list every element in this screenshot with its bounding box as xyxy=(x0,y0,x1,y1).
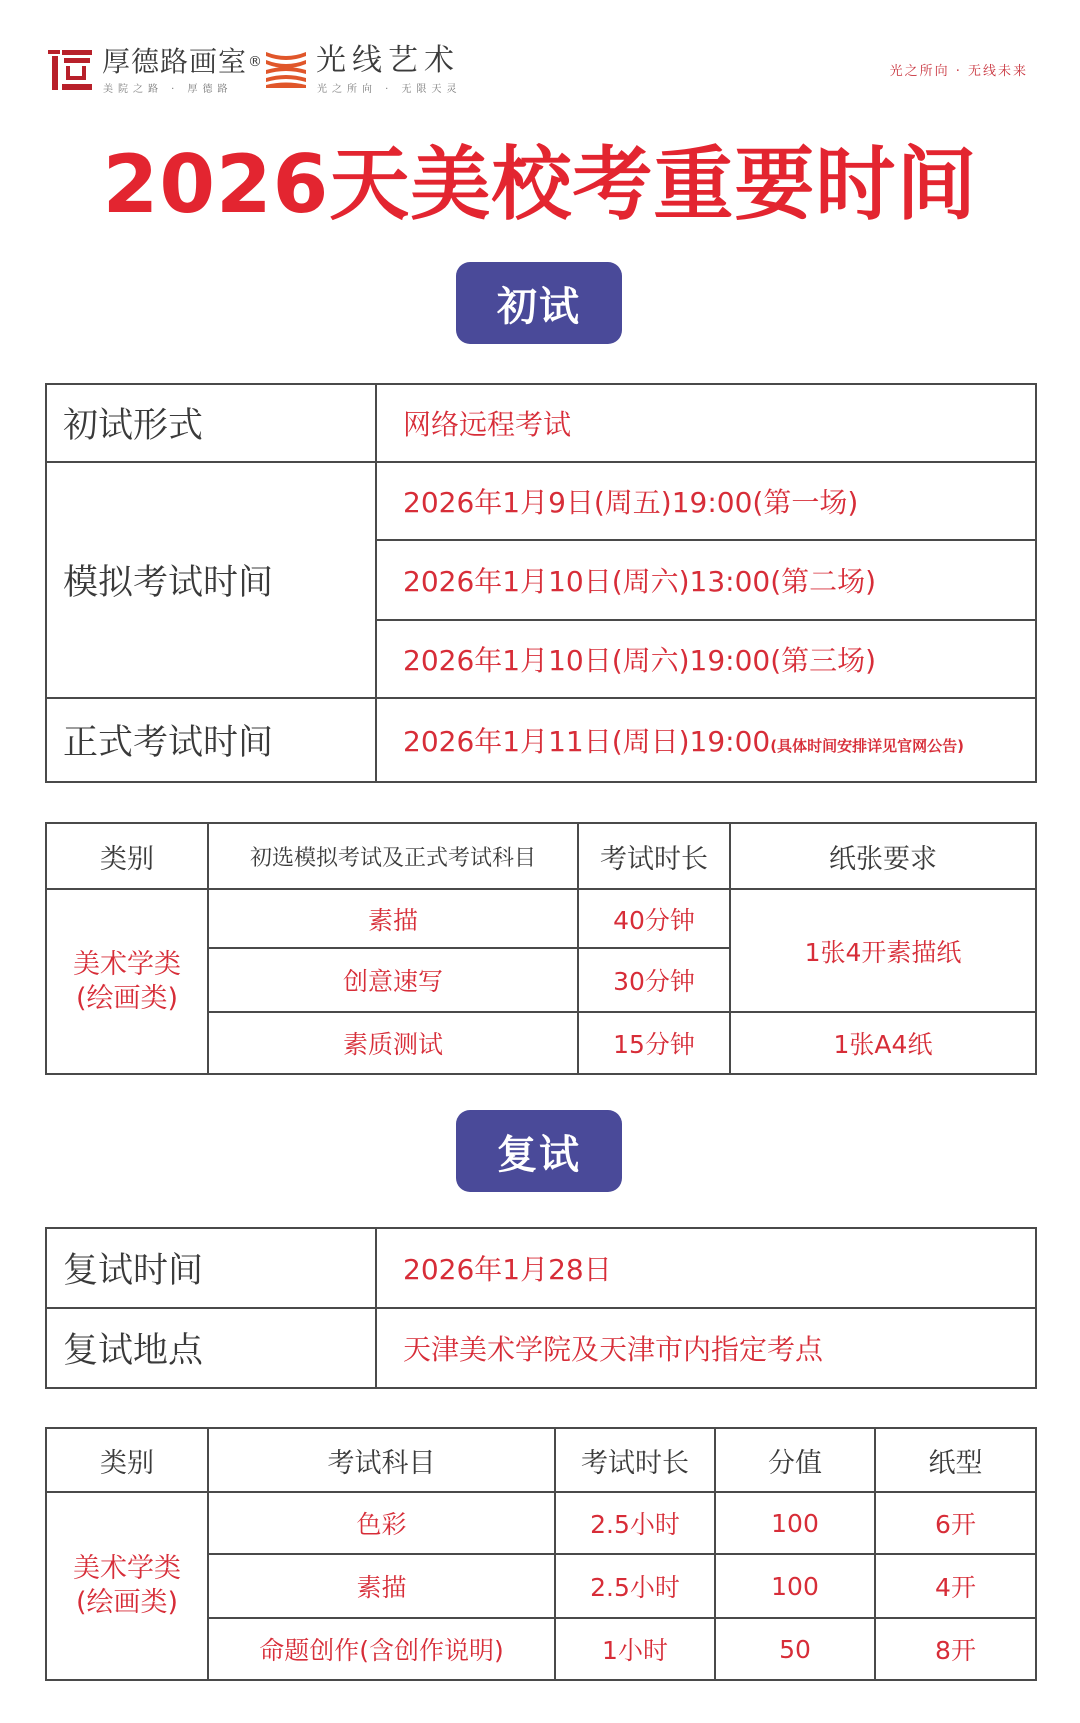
retest-info-table xyxy=(45,1227,1037,1389)
column-header: 纸张要求 xyxy=(730,823,1036,889)
paper-cell: 1张A4纸 xyxy=(730,1012,1036,1074)
score-cell: 100 xyxy=(715,1554,875,1618)
row-value xyxy=(376,698,1036,782)
subject-cell: 素描 xyxy=(208,889,578,948)
column-header: 考试时长 xyxy=(578,823,730,889)
column-header: 考试时长 xyxy=(555,1428,715,1492)
row-label: 复试地点 xyxy=(46,1308,376,1388)
duration-cell: 40分钟 xyxy=(578,889,730,948)
category-line: (绘画类) xyxy=(75,982,179,1014)
guangxian-logo-tagline: 光之所向 · 无限天灵 xyxy=(317,84,462,95)
table-header-row xyxy=(46,823,1036,889)
category-line: 美术学类 xyxy=(73,1553,181,1584)
table-row xyxy=(46,384,1036,462)
subject-cell: 素描 xyxy=(208,1554,555,1618)
houdelu-logo-name: 厚德路画室® xyxy=(102,45,264,78)
row-value: 天津美术学院及天津市内指定考点 xyxy=(376,1308,1036,1388)
houdelu-logo-tagline: 美院之路 · 厚德路 xyxy=(103,84,233,95)
row-label: 模拟考试时间 xyxy=(46,462,376,698)
row-value: 网络远程考试 xyxy=(376,384,1036,462)
table-row xyxy=(46,462,1036,540)
guangxian-logo-icon xyxy=(266,50,306,88)
row-label: 正式考试时间 xyxy=(46,698,376,782)
houdelu-logo-icon xyxy=(48,48,92,92)
category-cell xyxy=(46,889,208,1074)
duration-cell: 30分钟 xyxy=(578,948,730,1012)
paper-cell: 1张4开素描纸 xyxy=(730,889,1036,1012)
table-header-row xyxy=(46,1428,1036,1492)
column-header: 纸型 xyxy=(875,1428,1036,1492)
table-row xyxy=(46,1492,1036,1554)
category-line: 美术学类 xyxy=(73,948,181,980)
subject-cell: 创意速写 xyxy=(208,948,578,1012)
table-row xyxy=(46,698,1036,782)
duration-cell: 2.5小时 xyxy=(555,1492,715,1554)
column-header: 类别 xyxy=(46,823,208,889)
row-label: 初试形式 xyxy=(46,384,376,462)
row-value: 2026年1月28日 xyxy=(376,1228,1036,1308)
category-cell xyxy=(46,1492,208,1680)
preliminary-subjects-table xyxy=(45,822,1037,1075)
row-value: 2026年1月9日(周五)19:00(第一场) xyxy=(376,462,1036,540)
page-title: 2026天美校考重要时间 xyxy=(102,138,978,231)
category-line: (绘画类) xyxy=(75,1587,179,1618)
score-cell: 100 xyxy=(715,1492,875,1554)
paper-cell: 6开 xyxy=(875,1492,1036,1554)
row-label: 复试时间 xyxy=(46,1228,376,1308)
column-header: 初选模拟考试及正式考试科目 xyxy=(208,823,578,889)
column-header: 类别 xyxy=(46,1428,208,1492)
table-row xyxy=(46,889,1036,948)
paper-cell: 8开 xyxy=(875,1618,1036,1680)
duration-cell: 15分钟 xyxy=(578,1012,730,1074)
subject-cell: 色彩 xyxy=(208,1492,555,1554)
row-value: 2026年1月10日(周六)13:00(第二场) xyxy=(376,540,1036,620)
column-header: 考试科目 xyxy=(208,1428,555,1492)
subject-cell: 素质测试 xyxy=(208,1012,578,1074)
table-row xyxy=(46,1308,1036,1388)
paper-cell: 4开 xyxy=(875,1554,1036,1618)
guangxian-logo-name: 光线艺术 xyxy=(316,43,460,78)
duration-cell: 2.5小时 xyxy=(555,1554,715,1618)
preliminary-info-table xyxy=(45,383,1037,783)
table-row xyxy=(46,1228,1036,1308)
score-cell: 50 xyxy=(715,1618,875,1680)
slogan: 光之所向 · 无线未来 xyxy=(889,64,1028,79)
retest-subjects-table xyxy=(45,1427,1037,1681)
row-value: 2026年1月10日(周六)19:00(第三场) xyxy=(376,620,1036,698)
duration-cell: 1小时 xyxy=(555,1618,715,1680)
section-badge-retest: 复试 xyxy=(456,1110,622,1192)
column-header: 分值 xyxy=(715,1428,875,1492)
formal-exam-time: 2026年1月11日(周日)19:00 xyxy=(403,725,771,758)
formal-exam-note: (具体时间安排详见官网公告) xyxy=(770,737,964,755)
subject-cell: 命题创作(含创作说明) xyxy=(208,1618,555,1680)
section-badge-preliminary: 初试 xyxy=(456,262,622,344)
